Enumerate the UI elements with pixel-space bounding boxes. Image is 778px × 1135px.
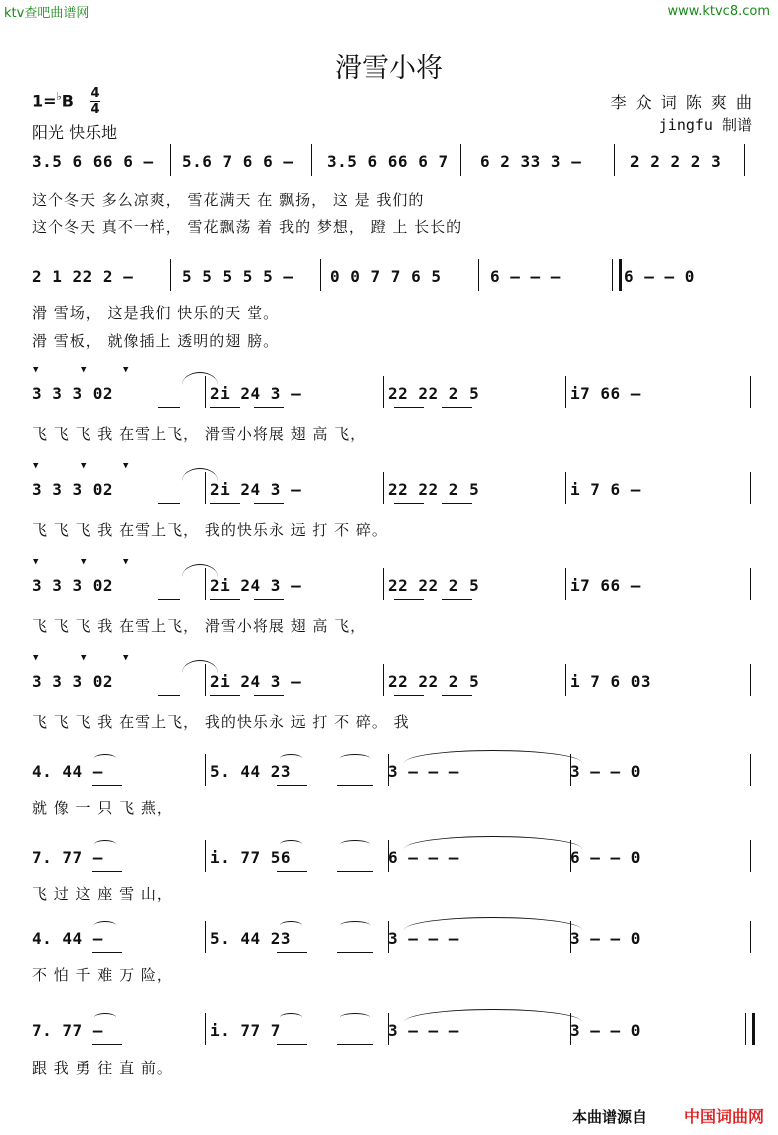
music-line-10 — [32, 1021, 752, 1049]
accent-mark: ▼ — [81, 653, 87, 663]
measure: 7. 77 – — [32, 1021, 103, 1040]
time-signature — [90, 86, 100, 117]
barline — [460, 144, 461, 176]
beam — [254, 407, 284, 408]
music-line-2 — [32, 267, 752, 295]
measure: 22 22 2 5 — [388, 480, 480, 499]
accent-mark: ▼ — [33, 365, 39, 375]
tie — [340, 840, 370, 849]
lyric-line: 飞 飞 飞 我 在雪上飞， 滑雪小将展 翅 高 飞， — [32, 425, 367, 443]
accent-mark: ▼ — [81, 365, 87, 375]
measure: i. 77 7 — [210, 1021, 281, 1040]
barline — [388, 754, 389, 786]
tie — [280, 754, 302, 763]
beam — [210, 407, 240, 408]
music-line-6 — [32, 653, 752, 700]
measure: 2 1 22 2 – — [32, 267, 134, 286]
measure: 2i 24 3 – — [210, 672, 302, 691]
lyric-line: 跟 我 勇 往 直 前。 — [32, 1059, 173, 1077]
lyric-line: 这个冬天 多么凉爽， 雪花满天 在 飘扬， 这 是 我们的 — [32, 191, 425, 209]
measure: 3 3 3 02 — [32, 576, 114, 595]
tie — [280, 1013, 302, 1022]
barline — [311, 144, 312, 176]
measure: 4. 44 – — [32, 762, 103, 781]
beam — [277, 952, 307, 953]
barline — [750, 664, 751, 696]
music-line-5 — [32, 557, 752, 604]
barline — [205, 1013, 206, 1045]
slur — [404, 836, 582, 849]
barline — [750, 840, 751, 872]
measure: 6 – – – — [490, 267, 561, 286]
measure: 3 3 3 02 — [32, 384, 114, 403]
measure: i7 66 – — [570, 384, 641, 403]
beam — [254, 695, 284, 696]
beam — [210, 695, 240, 696]
measure: i7 66 – — [570, 576, 641, 595]
measure: 22 22 2 5 — [388, 672, 480, 691]
lyric-line: 飞 飞 飞 我 在雪上飞， 我的快乐永 远 打 不 碎。 我 — [32, 713, 410, 731]
watermark-right: www.ktvc8.com — [667, 4, 770, 19]
measure: i 7 6 – — [570, 480, 641, 499]
measure: 2i 24 3 – — [210, 384, 302, 403]
measure: 6 2 33 3 – — [480, 152, 582, 171]
barline — [170, 144, 171, 176]
beam — [277, 1044, 307, 1045]
measure: 2i 24 3 – — [210, 576, 302, 595]
measure: 5 5 5 5 5 – — [182, 267, 294, 286]
accent-mark: ▼ — [81, 461, 87, 471]
barline — [205, 921, 206, 953]
barline — [565, 664, 566, 696]
lyric-line: 这个冬天 真不一样， 雪花飘荡 着 我的 梦想， 蹬 上 长长的 — [32, 218, 463, 236]
barline — [478, 259, 479, 291]
measure: 5. 44 23 — [210, 762, 292, 781]
accent-mark: ▼ — [123, 461, 129, 471]
beam — [442, 407, 472, 408]
key-prefix: 1= — [32, 91, 57, 111]
measure: i. 77 56 — [210, 848, 292, 867]
barline — [750, 472, 751, 504]
beam — [337, 785, 373, 786]
key-note: B — [61, 91, 74, 111]
barline — [383, 664, 384, 696]
measure: 3 – – – — [388, 762, 459, 781]
final-barline — [612, 259, 622, 291]
accent-mark: ▼ — [123, 557, 129, 567]
accent-mark: ▼ — [33, 653, 39, 663]
beam — [92, 785, 122, 786]
slur — [404, 917, 582, 930]
music-line-4 — [32, 461, 752, 508]
beam — [442, 695, 472, 696]
barline — [170, 259, 171, 291]
watermark-left: ktv查吧曲谱网 — [4, 6, 90, 21]
measure: 3 – – – — [388, 1021, 459, 1040]
accent-mark: ▼ — [123, 365, 129, 375]
key-flat: ♭ — [56, 90, 62, 103]
beam — [442, 599, 472, 600]
measure: 3 – – 0 — [570, 929, 641, 948]
tie — [94, 921, 116, 930]
barline — [388, 921, 389, 953]
measure: 3.5 6 66 6 – — [32, 152, 154, 171]
lyric-line: 滑 雪场， 这是我们 快乐的天 堂。 — [32, 304, 280, 322]
slur — [182, 564, 218, 577]
song-title: 滑雪小将 — [335, 53, 443, 84]
music-line-9 — [32, 929, 752, 957]
beam — [92, 871, 122, 872]
lyric-line: 飞 飞 飞 我 在雪上飞， 我的快乐永 远 打 不 碎。 — [32, 521, 388, 539]
measure: 3 – – 0 — [570, 1021, 641, 1040]
beam — [158, 695, 180, 696]
credits-composer: 李 众 词 陈 爽 曲 — [610, 93, 754, 112]
tie — [94, 840, 116, 849]
key-signature — [32, 90, 74, 110]
accent-mark: ▼ — [33, 461, 39, 471]
tempo-marking: 阳光 快乐地 — [32, 123, 118, 142]
measure: 3.5 6 66 6 7 — [327, 152, 449, 171]
lyric-line: 滑 雪板， 就像插上 透明的翅 膀。 — [32, 332, 280, 350]
barline — [205, 840, 206, 872]
barline — [388, 1013, 389, 1045]
barline — [565, 376, 566, 408]
footer-site: 中国词曲网 — [684, 1107, 765, 1126]
measure: i 7 6 03 — [570, 672, 652, 691]
barline — [205, 754, 206, 786]
measure: 5.6 7 6 6 – — [182, 152, 294, 171]
barline — [388, 840, 389, 872]
measure: 22 22 2 5 — [388, 384, 480, 403]
credits-transcriber: jingfu 制谱 — [658, 116, 752, 134]
beam — [158, 503, 180, 504]
accent-mark: ▼ — [123, 653, 129, 663]
accent-mark: ▼ — [33, 557, 39, 567]
lyric-line: 飞 飞 飞 我 在雪上飞， 滑雪小将展 翅 高 飞， — [32, 617, 367, 635]
tie — [280, 840, 302, 849]
measure: 4. 44 – — [32, 929, 103, 948]
measure: 3 – – 0 — [570, 762, 641, 781]
barline — [383, 472, 384, 504]
music-line-1 — [32, 152, 752, 180]
slur — [404, 1009, 582, 1022]
accent-mark: ▼ — [81, 557, 87, 567]
beam — [394, 407, 424, 408]
footer-source: 本曲谱源自 — [572, 1108, 648, 1126]
beam — [210, 503, 240, 504]
music-line-8 — [32, 848, 752, 876]
lyric-line: 飞 过 这 座 雪 山， — [32, 885, 173, 903]
tie — [340, 1013, 370, 1022]
measure: 6 – – 0 — [624, 267, 695, 286]
barline — [750, 568, 751, 600]
barline — [750, 754, 751, 786]
beam — [394, 503, 424, 504]
barline — [320, 259, 321, 291]
barline — [383, 376, 384, 408]
beam — [394, 599, 424, 600]
slur — [182, 660, 218, 673]
measure: 22 22 2 5 — [388, 576, 480, 595]
lyric-line: 不 怕 千 难 万 险， — [32, 966, 173, 984]
beam — [277, 871, 307, 872]
barline — [750, 376, 751, 408]
beam — [277, 785, 307, 786]
time-bottom: 4 — [90, 102, 100, 117]
slur — [182, 372, 218, 385]
final-barline — [745, 1013, 755, 1045]
barline — [383, 568, 384, 600]
slur — [404, 750, 582, 763]
beam — [442, 503, 472, 504]
slur — [182, 468, 218, 481]
beam — [394, 695, 424, 696]
measure: 2i 24 3 – — [210, 480, 302, 499]
measure: 2 2 2 2 3 — [630, 152, 722, 171]
beam — [337, 871, 373, 872]
lyric-line: 就 像 一 只 飞 燕， — [32, 799, 173, 817]
beam — [92, 1044, 122, 1045]
barline — [614, 144, 615, 176]
tie — [94, 754, 116, 763]
beam — [92, 952, 122, 953]
measure: 3 – – – — [388, 929, 459, 948]
beam — [210, 599, 240, 600]
music-line-7 — [32, 762, 752, 790]
measure: 6 – – 0 — [570, 848, 641, 867]
tie — [280, 921, 302, 930]
time-top: 4 — [90, 86, 100, 101]
beam — [337, 952, 373, 953]
barline — [565, 568, 566, 600]
barline — [744, 144, 745, 176]
measure: 3 3 3 02 — [32, 480, 114, 499]
beam — [158, 407, 180, 408]
measure: 3 3 3 02 — [32, 672, 114, 691]
beam — [337, 1044, 373, 1045]
music-line-3 — [32, 365, 752, 412]
measure: 5. 44 23 — [210, 929, 292, 948]
tie — [340, 921, 370, 930]
beam — [254, 599, 284, 600]
beam — [254, 503, 284, 504]
measure: 0 0 7 7 6 5 — [330, 267, 442, 286]
barline — [565, 472, 566, 504]
barline — [750, 921, 751, 953]
tie — [94, 1013, 116, 1022]
beam — [158, 599, 180, 600]
tie — [340, 754, 370, 763]
measure: 7. 77 – — [32, 848, 103, 867]
measure: 6 – – – — [388, 848, 459, 867]
